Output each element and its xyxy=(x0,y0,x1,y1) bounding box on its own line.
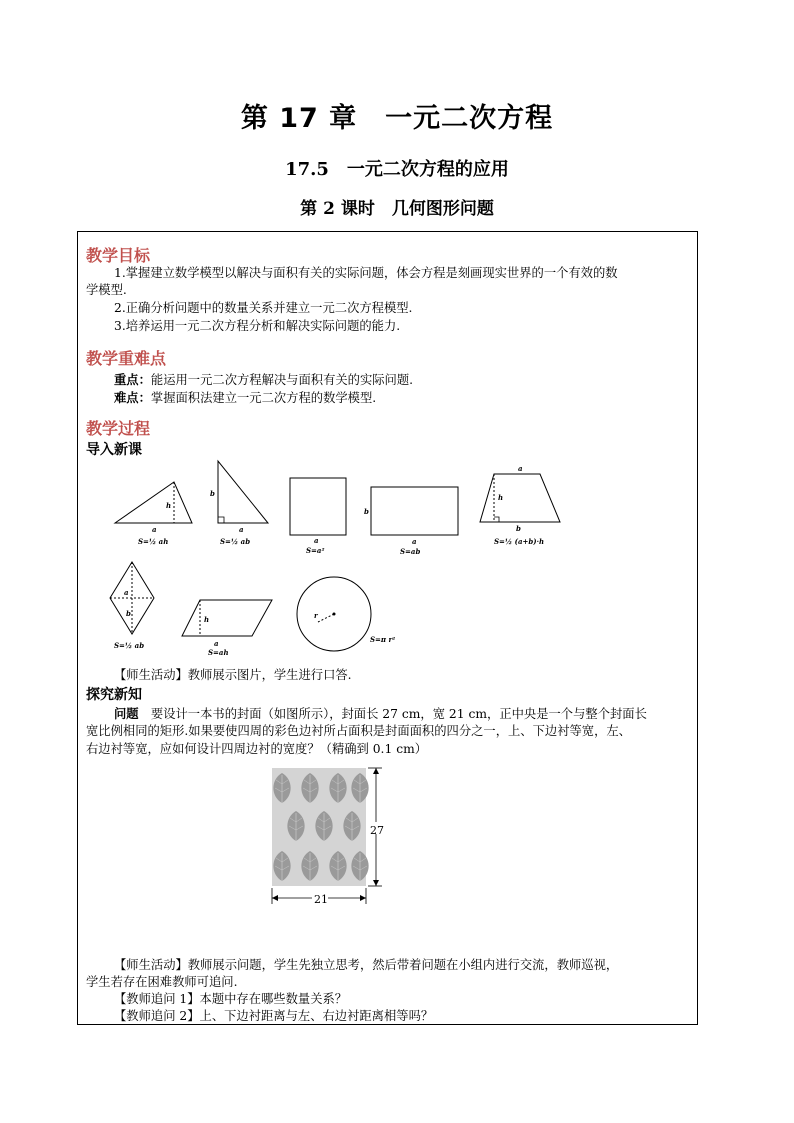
rectangle-figure xyxy=(362,482,462,554)
section-title: 17.5 一元二次方程的应用 xyxy=(285,159,509,180)
problem-text-1: 要设计一本书的封面（如图所示），封面长 27 cm，宽 21 cm，正中央是一个与整个封面长 xyxy=(138,707,647,721)
rectangle-b-label: b xyxy=(364,507,369,516)
cover-width-label: 21 xyxy=(314,893,328,906)
right-triangle-figure xyxy=(208,458,274,550)
circle-figure xyxy=(290,578,410,658)
followup-1-label: 【教师追问 1】 xyxy=(114,992,200,1006)
problem-label: 问题 xyxy=(114,706,139,721)
problem-line-3: 右边衬等宽，应如何设计四周边衬的宽度？（精确到 0.1 cm） xyxy=(86,742,428,756)
followup-2-label: 【教师追问 2】 xyxy=(114,1009,200,1023)
key-point-label: 重点： xyxy=(114,372,151,387)
triangle-formula: S=½ ah xyxy=(138,537,169,546)
activity-2-label: 【师生活动】 xyxy=(114,958,188,972)
activity-2-line-2: 学生若存在困难教师可追问. xyxy=(86,975,238,989)
circle-r-label: r xyxy=(314,611,318,620)
difficult-point-label: 难点： xyxy=(114,390,151,405)
followup-2 xyxy=(114,1008,433,1025)
key-points-heading: 教学重难点 xyxy=(86,349,167,368)
activity-2-line-1 xyxy=(114,957,618,974)
right-triangle-b-label: b xyxy=(210,489,215,498)
difficult-point-text: 掌握面积法建立一元二次方程的数学模型. xyxy=(150,391,377,405)
chapter-title: 第 17 章 一元二次方程 xyxy=(240,103,554,134)
followup-1-text: 本题中存在哪些数量关系？ xyxy=(199,992,348,1006)
right-triangle-formula: S=½ ab xyxy=(220,537,251,546)
rhombus-a-label: a xyxy=(124,588,129,597)
objective-2: 2.正确分析问题中的数量关系并建立一元二次方程模型. xyxy=(114,301,413,315)
trapezoid-formula: S=½ (a+b)·h xyxy=(494,537,545,546)
activity-1 xyxy=(114,667,352,684)
activity-1-label: 【师生活动】 xyxy=(114,668,188,682)
trapezoid-h-label: h xyxy=(498,493,504,502)
difficult-point-line xyxy=(114,389,376,407)
process-heading: 教学过程 xyxy=(86,419,151,438)
circle-formula: S=π r² xyxy=(370,635,396,644)
rhombus-figure xyxy=(106,558,166,654)
triangle-a-label: a xyxy=(152,525,157,534)
square-figure xyxy=(286,474,350,554)
trapezoid-bottom-label: b xyxy=(516,524,521,533)
activity-2-text-1: 教师展示问题，学生先独立思考，然后带着问题在小组内进行交流，教师巡视， xyxy=(187,958,619,972)
followup-1 xyxy=(114,991,347,1008)
objective-1b: 学模型. xyxy=(86,283,127,297)
trapezoid-top-label: a xyxy=(518,464,523,473)
problem-line-2: 宽比例相同的矩形.如果要使四周的彩色边衬所占面积是封面面积的四分之一，上、下边衬等宽，左、 xyxy=(86,724,631,738)
activity-1-text: 教师展示图片，学生进行口答. xyxy=(187,668,352,682)
rectangle-formula: S=ab xyxy=(400,547,421,556)
objective-1a: 1.掌握建立数学模型以解决与面积有关的实际问题，体会方程是刻画现实世界的一个有效的数 xyxy=(114,266,618,280)
parallelogram-h-label: h xyxy=(204,615,210,624)
cover-height-label: 27 xyxy=(370,824,384,837)
parallelogram-formula: S=ah xyxy=(208,648,229,657)
objectives-heading: 教学目标 xyxy=(86,246,151,265)
rectangle-a-label: a xyxy=(412,537,417,546)
square-a-label: a xyxy=(314,536,319,545)
rhombus-b-label: b xyxy=(126,609,131,618)
intro-heading: 导入新课 xyxy=(86,442,142,458)
followup-2-text: 上、下边衬距离与左、右边衬距离相等吗？ xyxy=(199,1009,434,1023)
key-point-line xyxy=(114,371,413,389)
parallelogram-a-label: a xyxy=(214,639,219,648)
right-triangle-a-label: a xyxy=(239,525,244,534)
key-point-text: 能运用一元二次方程解决与面积有关的实际问题. xyxy=(150,373,414,387)
explore-heading: 探究新知 xyxy=(86,687,142,703)
triangle-h-label: h xyxy=(166,501,172,510)
parallelogram-figure xyxy=(178,596,278,660)
rhombus-formula: S=½ ab xyxy=(114,641,145,650)
trapezoid-figure xyxy=(476,464,570,556)
problem-line-1 xyxy=(114,705,647,723)
lesson-title: 第 2 课时 几何图形问题 xyxy=(300,199,494,219)
triangle-figure xyxy=(112,470,196,550)
square-formula: S=a² xyxy=(306,546,325,555)
objective-3: 3.培养运用一元二次方程分析和解决实际问题的能力. xyxy=(114,319,401,333)
